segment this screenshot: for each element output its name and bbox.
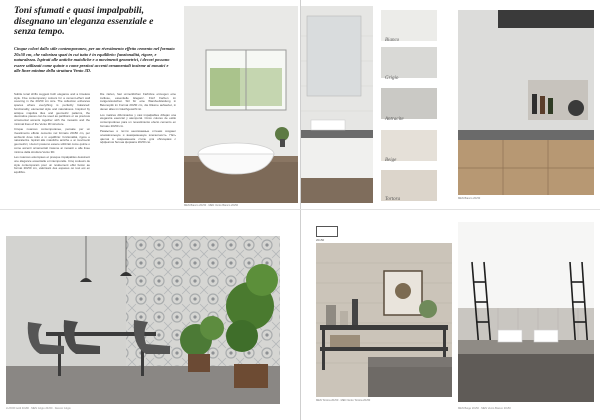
page-footer-left: LUXOR Gold 40x80 · MEN Grigio 20x50 · Decoro Grigio	[6, 407, 71, 410]
bathroom-caption: MEN Bianco 20x50 · MEN Vento Bianco 20x50	[184, 204, 239, 207]
body-paragraph: Subtle tonal shifts suggest both elegance and a timeless style. Five contemporary colours for a cement-effect wall covering in the 20x50 cm size. The collection enhances spaces where everything is perfectly balanced: functionality, elemental style and naturalness. Inspired by antique majolica tiles and geometric patterns, the decorative pieces can be used as partitions or as precious ornamental accents together with the mosaics and the minimal lines of the Vento 3D structure.	[14, 92, 90, 126]
kitchen-illustration	[458, 10, 594, 195]
body-column-left	[14, 93, 90, 177]
shelf-caption: MEN Tortora 20x50 · MEN Vento Tortora 20x50	[316, 399, 371, 402]
sinks-illustration	[458, 222, 594, 402]
swatch-label: Tortora	[385, 197, 401, 202]
sink-photo	[301, 6, 373, 203]
living-room-illustration	[6, 236, 280, 404]
body-paragraph: Los matices difuminados y casi impalpables dibujan una elegancia esencial y atemporal. Cinco colores de estilo contemporáneo para un revestimiento efecto cemento en formato 20x50 cm.	[100, 112, 176, 128]
living-room-photo	[6, 236, 280, 404]
kitchen-caption: MEN Bianco 20x50	[458, 197, 481, 200]
body-paragraph: Die zarten, fast unmerklichen Farbtöne erzeugen eine zeitlose, essentielle Eleganz. Fünf Farben im zeitgenössischen Stil für eine Wandverkleidung in Betonoptik im Format 20x50 cm, die Räume aufwertet, in denen alles im Gleichgewicht ist.	[100, 92, 176, 111]
kitchen-photo	[458, 10, 594, 195]
swatch-bianco	[381, 10, 437, 41]
body-column-right	[100, 93, 176, 147]
swatch-label: Grigio	[385, 76, 399, 81]
intro-paragraph: Cinque colori dallo stile contemporaneo, per un rivestimento effetto cemento nel formato 20x50 cm, che valorizza spazi in cui tutto è in equilibrio: funzionalità, rigore, e naturalezza. Ispirati alle antiche maioliche e a movimenti geometrici, i decori possono essere utilizzati come quinte o come preziosi accenti ornamentali insieme ai mosaici e alle linee minime della struttura Vento 3D.	[14, 46, 175, 74]
bathroom-illustration	[184, 6, 298, 203]
swatch-label: Beige	[385, 158, 397, 163]
swatch-grigio	[381, 47, 437, 78]
size-box	[316, 226, 338, 237]
page-footer-right: MEN Beige 20x50 · MEN Vento Bianco 20x50	[458, 407, 511, 410]
body-paragraph: Cinque nuances contemporanee, pensate per un rivestimento effetto cemento nel formato 20x50 cm, per ambienti dove tutto è in equilibrio: funzionalità, rigore e naturalezza. Ispirati alle maioliche antiche e ai movimenti geometrici, i decori possono essere utilizzati come quinte o come accenti ornamentali insieme ai mosaici e alle linee minime della struttura Vento 3D.	[14, 127, 90, 154]
sinks-photo	[458, 222, 594, 402]
bathroom-photo	[184, 6, 298, 203]
swatch-label: Bianco	[385, 38, 400, 43]
swatch-label: Antracite	[385, 117, 404, 122]
body-paragraph: Les nuances estompées et presque impalpables dessinent une élégance essentielle et intemporelle. Cinq couleurs de style contemporain pour un revêtement effet béton au format 20x50 cm, valorisant des espaces où tout est en équilibre.	[14, 155, 90, 175]
swatch-beige	[381, 130, 437, 161]
sink-illustration	[301, 6, 373, 203]
swatch-antracite	[381, 88, 437, 119]
shelf-illustration	[316, 243, 452, 397]
shelf-photo	[316, 243, 452, 397]
size-label: 20x50	[316, 238, 325, 242]
body-paragraph: Размытые и почти неосязаемые оттенки создают основательную и вневременную элегантность. Пять цветов в современном стиле для облицовки с эффектом бетона формата 20x50 см.	[100, 129, 176, 145]
headline: Toni sfumati e quasi impalpabili, disegnano un'eleganza essenziale e senza tempo.	[14, 5, 154, 38]
page-divider	[0, 209, 600, 210]
